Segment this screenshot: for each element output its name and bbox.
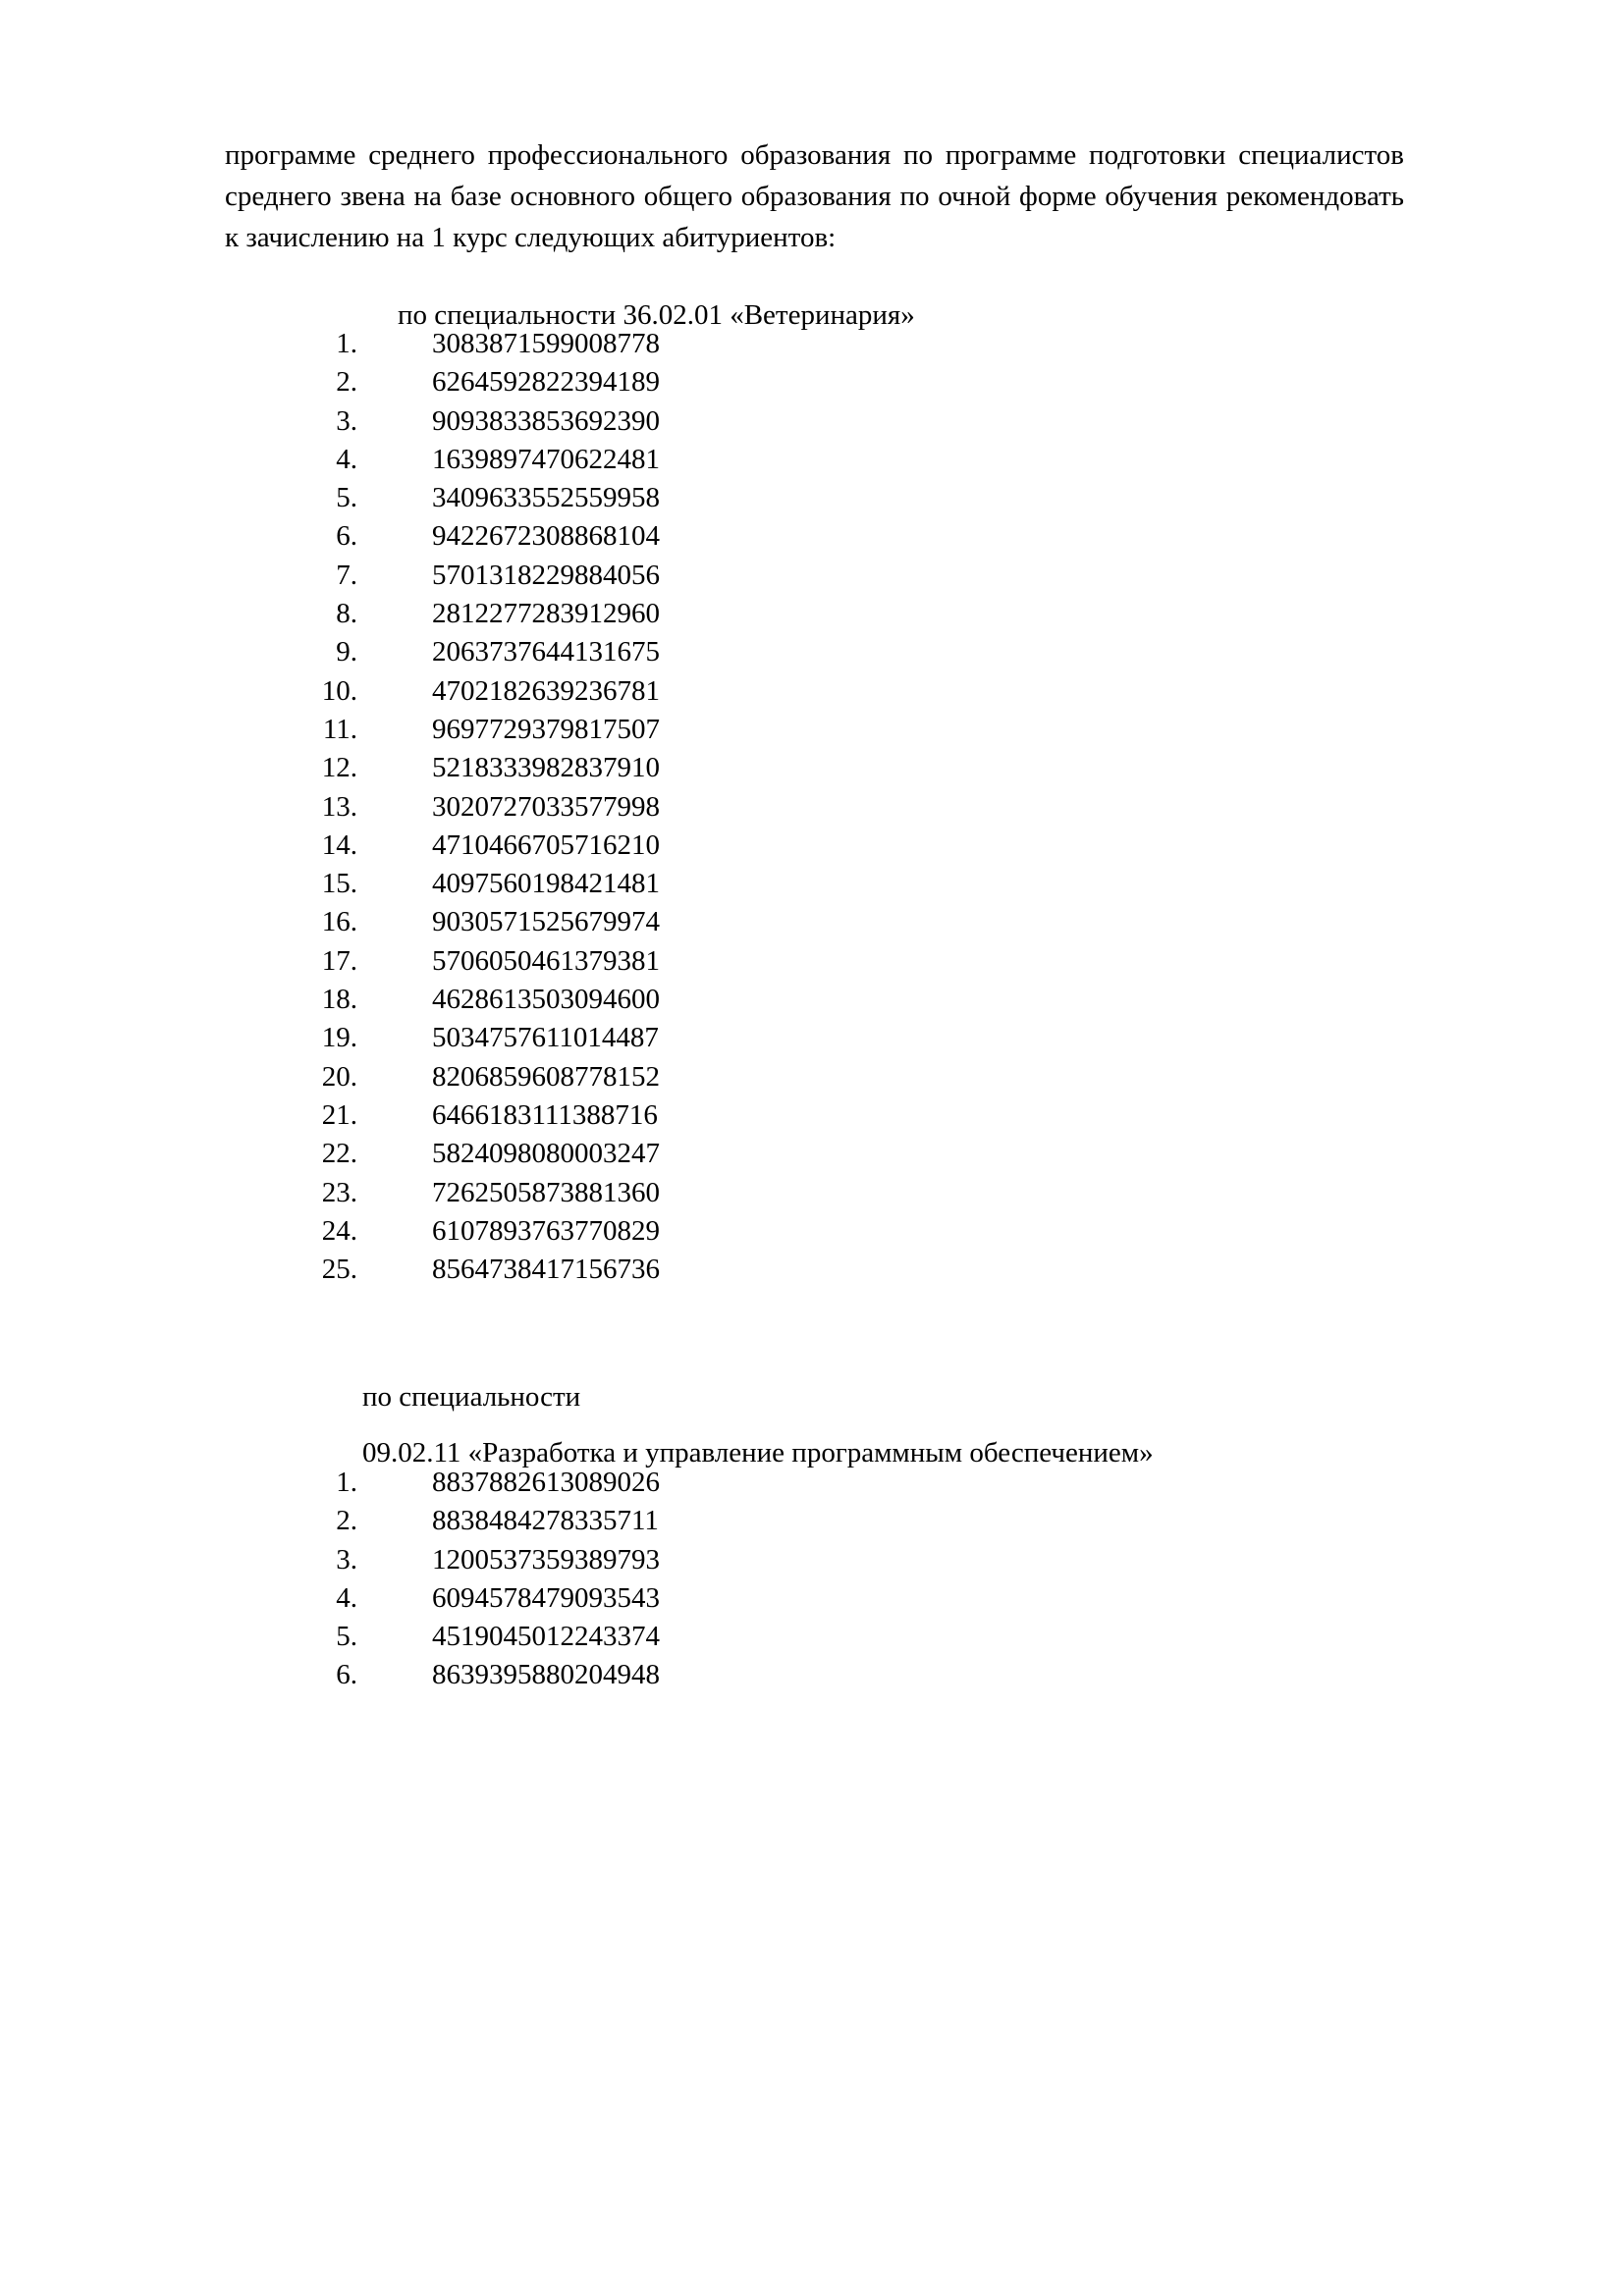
list-item xyxy=(0,595,785,633)
applicant-list-veterinary xyxy=(0,325,785,1289)
applicant-code: 5701318229884056 xyxy=(432,559,660,591)
applicant-code: 9093833853692390 xyxy=(432,404,660,437)
list-item xyxy=(0,981,785,1019)
applicant-code: 3409633552559958 xyxy=(432,482,660,514)
applicant-code: 6466183111388716 xyxy=(432,1098,658,1131)
applicant-code: 2063737644131675 xyxy=(432,636,660,668)
item-number: 2. xyxy=(336,366,357,399)
applicant-code: 5706050461379381 xyxy=(432,944,660,977)
item-number: 1. xyxy=(336,1467,357,1498)
applicant-list-software xyxy=(0,1464,785,1695)
applicant-code: 8564738417156736 xyxy=(432,1254,660,1286)
item-number: 3. xyxy=(336,1543,357,1575)
item-number: 14. xyxy=(321,828,357,861)
item-number: 10. xyxy=(321,674,357,707)
list-item xyxy=(0,557,785,595)
list-item xyxy=(0,1212,785,1251)
item-number: 16. xyxy=(321,906,357,938)
item-number: 6. xyxy=(336,520,357,553)
list-item xyxy=(0,942,785,981)
section-title-veterinary: по специальности 36.02.01 «Ветеринария» xyxy=(398,299,915,331)
applicant-code: 6094578479093543 xyxy=(432,1581,660,1614)
list-item xyxy=(0,1541,785,1579)
item-number: 19. xyxy=(321,1022,357,1054)
item-number: 21. xyxy=(321,1098,357,1131)
applicant-code: 9030571525679974 xyxy=(432,906,660,938)
applicant-code: 7262505873881360 xyxy=(432,1176,660,1208)
applicant-code: 5034757611014487 xyxy=(432,1022,659,1054)
list-item xyxy=(0,1502,785,1540)
applicant-code: 8838484278335711 xyxy=(432,1505,659,1537)
list-item xyxy=(0,363,785,401)
item-number: 1. xyxy=(336,328,357,359)
applicant-code: 5824098080003247 xyxy=(432,1138,660,1170)
item-number: 9. xyxy=(336,636,357,668)
list-item xyxy=(0,1579,785,1618)
list-item xyxy=(0,711,785,749)
item-number: 11. xyxy=(322,713,357,745)
list-item xyxy=(0,749,785,787)
list-item xyxy=(0,1058,785,1096)
list-item xyxy=(0,672,785,711)
applicant-code: 4702182639236781 xyxy=(432,674,660,707)
applicant-code: 4628613503094600 xyxy=(432,984,660,1016)
list-item xyxy=(0,903,785,941)
item-number: 18. xyxy=(321,984,357,1016)
item-number: 13. xyxy=(321,790,357,823)
item-number: 15. xyxy=(321,868,357,900)
section-title-software-line1: по специальности xyxy=(362,1381,581,1413)
applicant-code: 9422672308868104 xyxy=(432,520,660,553)
item-number: 3. xyxy=(336,404,357,437)
list-item xyxy=(0,479,785,517)
applicant-code: 4519045012243374 xyxy=(432,1621,660,1653)
list-item xyxy=(0,1251,785,1289)
item-number: 23. xyxy=(321,1176,357,1208)
item-number: 4. xyxy=(336,1581,357,1614)
list-item xyxy=(0,1096,785,1135)
applicant-code: 2812277283912960 xyxy=(432,598,660,630)
item-number: 8. xyxy=(336,598,357,630)
list-item xyxy=(0,441,785,479)
item-number: 12. xyxy=(321,752,357,784)
applicant-code: 4097560198421481 xyxy=(432,868,660,900)
list-item xyxy=(0,865,785,903)
applicant-code: 5218333982837910 xyxy=(432,752,660,784)
list-item xyxy=(0,1135,785,1173)
item-number: 17. xyxy=(321,944,357,977)
list-item xyxy=(0,1019,785,1057)
applicant-code: 1639897470622481 xyxy=(432,443,660,475)
item-number: 22. xyxy=(321,1138,357,1170)
applicant-code: 4710466705716210 xyxy=(432,828,660,861)
item-number: 5. xyxy=(336,482,357,514)
applicant-code: 8639395880204948 xyxy=(432,1659,660,1691)
applicant-code: 8837882613089026 xyxy=(432,1467,660,1498)
applicant-code: 3020727033577998 xyxy=(432,790,660,823)
item-number: 20. xyxy=(321,1060,357,1093)
applicant-code: 1200537359389793 xyxy=(432,1543,660,1575)
applicant-code: 9697729379817507 xyxy=(432,713,660,745)
item-number: 7. xyxy=(336,559,357,591)
list-item xyxy=(0,827,785,865)
applicant-code: 6107893763770829 xyxy=(432,1214,660,1247)
list-item xyxy=(0,1618,785,1656)
item-number: 4. xyxy=(336,443,357,475)
list-item xyxy=(0,1174,785,1212)
list-item xyxy=(0,633,785,671)
list-item xyxy=(0,402,785,441)
applicant-code: 6264592822394189 xyxy=(432,366,660,399)
applicant-code: 3083871599008778 xyxy=(432,328,660,359)
item-number: 5. xyxy=(336,1621,357,1653)
list-item xyxy=(0,1464,785,1502)
list-item xyxy=(0,1656,785,1694)
section-title-software-line2: 09.02.11 «Разработка и управление программным обеспечением» xyxy=(362,1437,1154,1468)
item-number: 24. xyxy=(321,1214,357,1247)
intro-paragraph: программе среднего профессионального образования по программе подготовки специалистов среднего звена на базе основного общего образования по очной форме обучения рекомендовать к зачислению на 1 курс следующих абитуриентов: xyxy=(225,139,1404,253)
item-number: 2. xyxy=(336,1505,357,1537)
list-item xyxy=(0,788,785,827)
list-item xyxy=(0,325,785,363)
item-number: 25. xyxy=(321,1254,357,1286)
applicant-code: 8206859608778152 xyxy=(432,1060,660,1093)
list-item xyxy=(0,517,785,556)
item-number: 6. xyxy=(336,1659,357,1691)
